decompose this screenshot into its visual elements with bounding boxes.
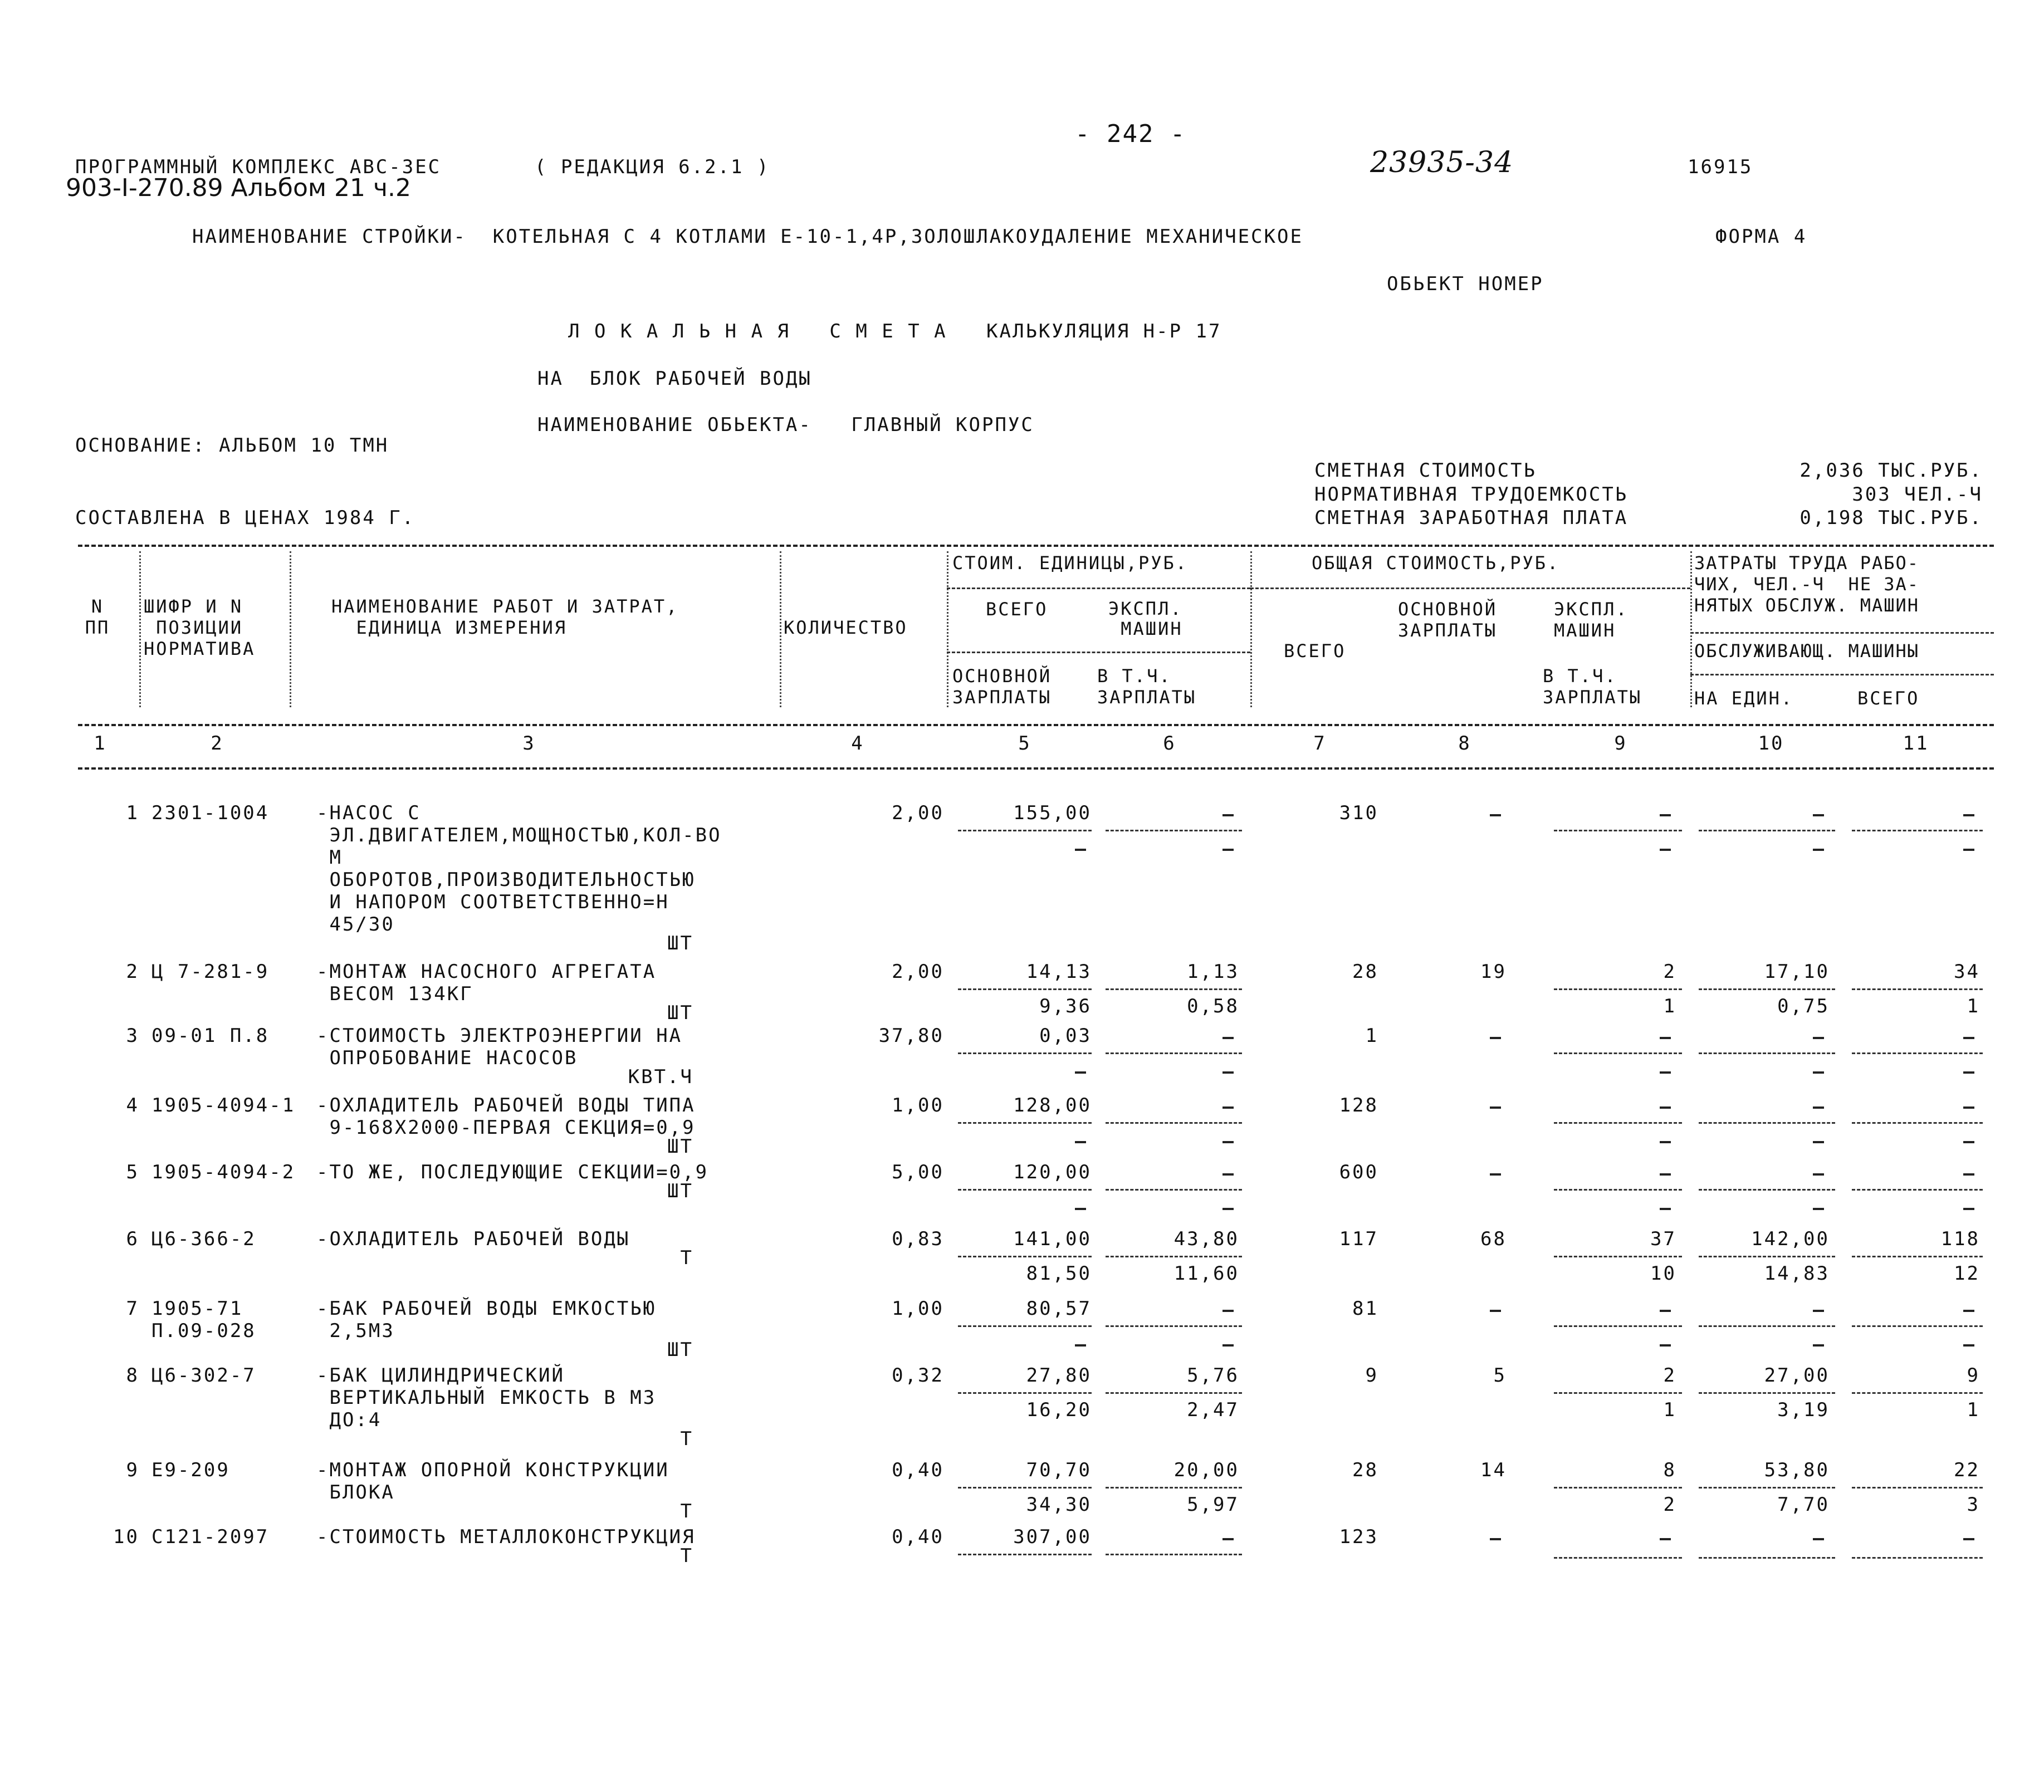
row-description: -БАК РАБОЧЕЙ ВОДЫ ЕМКОСТЬЮ 2,5М3 — [316, 1298, 657, 1342]
col-header-total-cost: ОБЩАЯ СТОИМОСТЬ,РУБ. — [1312, 552, 1560, 574]
subtotal-underline — [1699, 1392, 1835, 1394]
col-header-unit-total: ВСЕГО — [986, 599, 1048, 620]
subtotal-underline — [1699, 1052, 1835, 1054]
empty-value-dash — [1223, 1208, 1234, 1210]
empty-value-dash — [1075, 1208, 1086, 1210]
column-numbers-rule — [78, 767, 1994, 770]
subtotal-underline — [1554, 1325, 1682, 1327]
col-header-total-all: ВСЕГО — [1284, 640, 1346, 662]
summary-value: 303 ЧЕЛ.-Ч — [1852, 483, 1983, 506]
column-number: 1 — [94, 732, 107, 755]
cell-c8: 19 — [1480, 961, 1507, 983]
subtotal-underline — [1106, 1189, 1242, 1191]
column-number: 10 — [1758, 732, 1784, 755]
cell-c10b: 14,83 — [1764, 1262, 1830, 1285]
empty-value-dash — [1963, 814, 1974, 816]
subtotal-underline — [1554, 1392, 1682, 1394]
cell-c8: 14 — [1480, 1459, 1507, 1481]
subtotal-underline — [1106, 1122, 1242, 1124]
cell-qty: 1,00 — [892, 1298, 944, 1320]
cell-c11: 34 — [1954, 961, 1980, 983]
cell-c5: 27,80 — [1026, 1364, 1092, 1387]
price-basis: СОСТАВЛЕНА В ЦЕНАХ 1984 Г. — [75, 507, 415, 529]
cell-c11: 9 — [1967, 1364, 1980, 1387]
header-sub-rule — [1690, 674, 1994, 675]
cell-c6b: 0,58 — [1187, 995, 1239, 1017]
row-code: 2301-1004 — [151, 802, 270, 824]
empty-value-dash — [1813, 1037, 1824, 1039]
subtotal-underline — [1852, 1052, 1983, 1054]
row-number: 9 — [126, 1459, 139, 1481]
subtotal-underline — [1554, 1557, 1682, 1559]
row-description: -БАК ЦИЛИНДРИЧЕСКИЙ ВЕРТИКАЛЬНЫЙ ЕМКОСТЬ В М3 ДО:4 — [316, 1364, 657, 1431]
cell-qty: 2,00 — [892, 961, 944, 983]
code-number: 16915 — [1688, 156, 1753, 178]
cell-c9b: 2 — [1663, 1494, 1676, 1516]
col-header-number: N ПП — [85, 596, 110, 638]
empty-value-dash — [1660, 849, 1671, 851]
subtotal-underline — [958, 1122, 1092, 1124]
empty-value-dash — [1813, 1141, 1824, 1143]
subtotal-underline — [958, 1487, 1092, 1489]
form-label: ФОРМА 4 — [1715, 226, 1807, 248]
empty-value-dash — [1490, 1173, 1501, 1176]
col-header-labor-service: ОБСЛУЖИВАЮЩ. МАШИНЫ — [1694, 640, 1920, 662]
row-code: Е9-209 — [151, 1459, 230, 1481]
column-number: 8 — [1458, 732, 1471, 755]
subtotal-underline — [958, 1189, 1092, 1191]
empty-value-dash — [1660, 1538, 1671, 1540]
column-separator — [1690, 551, 1692, 707]
col-header-code: ШИФР И N ПОЗИЦИИ НОРМАТИВА — [144, 596, 256, 659]
subtotal-underline — [958, 830, 1092, 831]
cell-c5b: 16,20 — [1026, 1399, 1092, 1421]
subtotal-underline — [1554, 1487, 1682, 1489]
cell-c11b: 1 — [1967, 1399, 1980, 1421]
subtotal-underline — [1554, 1189, 1682, 1191]
subtotal-underline — [1106, 1052, 1242, 1054]
program-name: ПРОГРАММНЫЙ КОМПЛЕКС АВС-ЗЕС — [75, 156, 442, 178]
column-separator — [1250, 551, 1252, 707]
summary-value: 2,036 ТЫС.РУБ. — [1799, 459, 1983, 482]
cell-c9: 2 — [1663, 961, 1676, 983]
empty-value-dash — [1963, 1208, 1974, 1210]
cell-c6: 5,76 — [1187, 1364, 1239, 1387]
cell-c9: 2 — [1663, 1364, 1676, 1387]
empty-value-dash — [1963, 1538, 1974, 1540]
subtotal-underline — [958, 1052, 1092, 1054]
empty-value-dash — [1813, 849, 1824, 851]
row-code: Ц 7-281-9 — [151, 961, 270, 983]
col-header-quantity: КОЛИЧЕСТВО — [784, 617, 908, 638]
empty-value-dash — [1075, 849, 1086, 851]
empty-value-dash — [1963, 1344, 1974, 1347]
subtotal-underline — [1852, 1122, 1983, 1124]
doc-number: 23935-34 — [1370, 146, 1514, 179]
subtotal-underline — [1852, 1189, 1983, 1191]
empty-value-dash — [1963, 1141, 1974, 1143]
subtotal-underline — [1699, 830, 1835, 831]
cell-c11: 22 — [1954, 1459, 1980, 1481]
row-number: 4 — [126, 1094, 139, 1117]
row-number: 7 — [126, 1298, 139, 1320]
row-description: -МОНТАЖ НАСОСНОГО АГРЕГАТА ВЕСОМ 134КГ — [316, 961, 657, 1005]
subtotal-underline — [1106, 1392, 1242, 1394]
cell-c7: 1 — [1365, 1025, 1378, 1047]
cell-c7: 600 — [1339, 1161, 1378, 1183]
row-code: 09-01 П.8 — [151, 1025, 270, 1047]
summary-value: 0,198 ТЫС.РУБ. — [1799, 507, 1983, 529]
empty-value-dash — [1490, 1310, 1501, 1312]
col-header-unit-cost: СТОИМ. ЕДИНИЦЫ,РУБ. — [952, 552, 1189, 574]
cell-c5: 14,13 — [1026, 961, 1092, 983]
cell-qty: 0,83 — [892, 1228, 944, 1250]
row-unit: ШТ — [667, 1339, 693, 1361]
cell-qty: 37,80 — [878, 1025, 944, 1047]
row-unit: Т — [680, 1247, 693, 1269]
row-code: 1905-71 П.09-028 — [151, 1298, 256, 1342]
object-number: ОБЬЕКТ НОМЕР — [1387, 273, 1544, 295]
col-header-labor-total: ВСЕГО — [1857, 688, 1920, 709]
subtotal-underline — [1554, 1256, 1682, 1257]
column-number: 2 — [211, 732, 224, 755]
empty-value-dash — [1660, 1344, 1671, 1347]
document-title: Л О К А Л Ь Н А Я С М Е Т А КАЛЬКУЛЯЦИЯ Н-Р 17 — [568, 320, 1222, 342]
subtotal-underline — [1699, 1325, 1835, 1327]
header-top-rule — [78, 545, 1994, 547]
empty-value-dash — [1075, 1071, 1086, 1074]
column-number: 3 — [522, 732, 536, 755]
album-reference: 903-I-270.89 Альбом 21 ч.2 — [66, 174, 411, 202]
row-number: 1 — [126, 802, 139, 824]
summary-label: СМЕТНАЯ СТОИМОСТЬ — [1314, 459, 1537, 482]
column-separator — [290, 551, 291, 707]
cell-c10b: 7,70 — [1777, 1494, 1830, 1516]
column-number: 11 — [1903, 732, 1929, 755]
subtotal-underline — [958, 1392, 1092, 1394]
cell-c5: 0,03 — [1039, 1025, 1092, 1047]
empty-value-dash — [1963, 849, 1974, 851]
cell-c6b: 2,47 — [1187, 1399, 1239, 1421]
object-name: НАИМЕНОВАНИЕ ОБЬЕКТА- ГЛАВНЫЙ КОРПУС — [537, 414, 1034, 436]
col-header-name: НАИМЕНОВАНИЕ РАБОТ И ЗАТРАТ, ЕДИНИЦА ИЗМЕРЕНИЯ — [331, 596, 679, 638]
cell-qty: 2,00 — [892, 802, 944, 824]
empty-value-dash — [1223, 849, 1234, 851]
column-separator — [947, 551, 948, 707]
col-header-per-unit: НА ЕДИН. — [1694, 688, 1794, 709]
subtotal-underline — [1554, 988, 1682, 990]
cell-c9b: 1 — [1663, 995, 1676, 1017]
cell-c7: 123 — [1339, 1526, 1378, 1548]
row-unit: КВТ.Ч — [628, 1066, 693, 1088]
empty-value-dash — [1813, 1538, 1824, 1540]
estimate-subject: НА БЛОК РАБОЧЕЙ ВОДЫ — [537, 368, 812, 390]
column-number: 4 — [851, 732, 864, 755]
row-code: 1905-4094-2 — [151, 1161, 296, 1183]
subtotal-underline — [1554, 1122, 1682, 1124]
cell-qty: 1,00 — [892, 1094, 944, 1117]
header-sub-rule — [1690, 632, 1994, 634]
cell-c11b: 1 — [1967, 995, 1980, 1017]
subtotal-underline — [1106, 1256, 1242, 1257]
column-number: 9 — [1614, 732, 1627, 755]
header-sub-rule — [947, 652, 1250, 653]
row-unit: Т — [680, 1545, 693, 1567]
cell-c7: 81 — [1352, 1298, 1378, 1320]
subtotal-underline — [1554, 1052, 1682, 1054]
subtotal-underline — [1554, 830, 1682, 831]
subtotal-underline — [1699, 988, 1835, 990]
header-sub-rule — [947, 587, 1250, 589]
cell-c5: 80,57 — [1026, 1298, 1092, 1320]
row-code: Ц6-366-2 — [151, 1228, 256, 1250]
subtotal-underline — [1699, 1256, 1835, 1257]
cell-c11b: 3 — [1967, 1494, 1980, 1516]
empty-value-dash — [1223, 1344, 1234, 1347]
empty-value-dash — [1660, 1071, 1671, 1074]
empty-value-dash — [1813, 814, 1824, 816]
row-description: -ТО ЖЕ, ПОСЛЕДУЮЩИЕ СЕКЦИИ=0,9 — [316, 1161, 709, 1183]
subtotal-underline — [1106, 830, 1242, 831]
empty-value-dash — [1813, 1208, 1824, 1210]
cell-c10: 142,00 — [1751, 1228, 1830, 1250]
cell-c9: 37 — [1650, 1228, 1676, 1250]
subtotal-underline — [1699, 1189, 1835, 1191]
subtotal-underline — [1852, 1256, 1983, 1257]
empty-value-dash — [1963, 1071, 1974, 1074]
cell-c7: 128 — [1339, 1094, 1378, 1117]
row-description: -ОХЛАДИТЕЛЬ РАБОЧЕЙ ВОДЫ — [316, 1228, 630, 1250]
column-separator — [139, 551, 141, 707]
cell-qty: 0,40 — [892, 1526, 944, 1548]
subtotal-underline — [1852, 1392, 1983, 1394]
empty-value-dash — [1490, 1538, 1501, 1540]
cell-c5: 128,00 — [1013, 1094, 1092, 1117]
cell-c5: 120,00 — [1013, 1161, 1092, 1183]
cell-c9b: 10 — [1650, 1262, 1676, 1285]
cell-c9: 8 — [1663, 1459, 1676, 1481]
col-header-unit-machine: ЭКСПЛ. МАШИН — [1108, 598, 1183, 639]
row-description: -СТОИМОСТЬ МЕТАЛЛОКОНСТРУКЦИЯ — [316, 1526, 696, 1548]
row-description: -МОНТАЖ ОПОРНОЙ КОНСТРУКЦИИ БЛОКА — [316, 1459, 669, 1504]
row-number: 8 — [126, 1364, 139, 1387]
empty-value-dash — [1660, 1141, 1671, 1143]
construction-name: НАИМЕНОВАНИЕ СТРОЙКИ- КОТЕЛЬНАЯ С 4 КОТЛАМИ Е-10-1,4Р,ЗОЛОШЛАКОУДАЛЕНИЕ МЕХАНИЧЕСКОЕ — [192, 226, 1303, 248]
cell-c5b: 34,30 — [1026, 1494, 1092, 1516]
cell-c7: 9 — [1365, 1364, 1378, 1387]
empty-value-dash — [1813, 1071, 1824, 1074]
cell-c6: 20,00 — [1173, 1459, 1239, 1481]
cell-c5: 141,00 — [1013, 1228, 1092, 1250]
row-unit: ШТ — [667, 1135, 693, 1158]
subtotal-underline — [958, 1256, 1092, 1257]
subtotal-underline — [1852, 988, 1983, 990]
cell-c10: 27,00 — [1764, 1364, 1830, 1387]
subtotal-underline — [1106, 1554, 1242, 1555]
subtotal-underline — [1852, 1325, 1983, 1327]
page-number: - 242 - — [1075, 120, 1186, 148]
column-number: 6 — [1163, 732, 1176, 755]
column-separator — [780, 551, 781, 707]
subtotal-underline — [958, 1325, 1092, 1327]
cell-c8: 5 — [1493, 1364, 1507, 1387]
subtotal-underline — [1852, 1487, 1983, 1489]
row-number: 2 — [126, 961, 139, 983]
row-description: -ОХЛАДИТЕЛЬ РАБОЧЕЙ ВОДЫ ТИПА 9-168Х2000-ПЕРВАЯ СЕКЦИЯ=0,9 — [316, 1094, 696, 1139]
empty-value-dash — [1963, 1037, 1974, 1039]
row-number: 5 — [126, 1161, 139, 1183]
cell-c6b: 11,60 — [1173, 1262, 1239, 1285]
empty-value-dash — [1075, 1141, 1086, 1143]
row-number: 6 — [126, 1228, 139, 1250]
cell-c7: 28 — [1352, 1459, 1378, 1481]
row-unit: ШТ — [667, 1180, 693, 1202]
empty-value-dash — [1660, 1173, 1671, 1176]
empty-value-dash — [1963, 1310, 1974, 1312]
cell-c7: 117 — [1339, 1228, 1378, 1250]
header-sub-rule — [1250, 587, 1690, 589]
row-description: -СТОИМОСТЬ ЭЛЕКТРОЭНЕРГИИ НА ОПРОБОВАНИЕ НАСОСОВ — [316, 1025, 683, 1069]
subtotal-underline — [1106, 1325, 1242, 1327]
empty-value-dash — [1660, 1208, 1671, 1210]
row-code: Ц6-302-7 — [151, 1364, 256, 1387]
cell-c5: 155,00 — [1013, 802, 1092, 824]
subtotal-underline — [1699, 1122, 1835, 1124]
row-unit: Т — [680, 1428, 693, 1450]
column-number: 5 — [1018, 732, 1031, 755]
col-header-total-wage: ОСНОВНОЙ ЗАРПЛАТЫ — [1398, 599, 1498, 641]
empty-value-dash — [1660, 1106, 1671, 1109]
cell-c9b: 1 — [1663, 1399, 1676, 1421]
cell-c5: 70,70 — [1026, 1459, 1092, 1481]
empty-value-dash — [1490, 1106, 1501, 1109]
cell-c8: 68 — [1480, 1228, 1507, 1250]
cell-c10: 53,80 — [1764, 1459, 1830, 1481]
row-unit: ШТ — [667, 1002, 693, 1024]
subtotal-underline — [1852, 1557, 1983, 1559]
empty-value-dash — [1075, 1344, 1086, 1347]
cell-c5b: 81,50 — [1026, 1262, 1092, 1285]
summary-label: НОРМАТИВНАЯ ТРУДОЕМКОСТЬ — [1314, 483, 1629, 506]
empty-value-dash — [1490, 1037, 1501, 1039]
empty-value-dash — [1490, 814, 1501, 816]
subtotal-underline — [1699, 1487, 1835, 1489]
col-header-unit-wage: ОСНОВНОЙ ЗАРПЛАТЫ — [952, 665, 1052, 708]
summary-label: СМЕТНАЯ ЗАРАБОТНАЯ ПЛАТА — [1314, 507, 1629, 529]
col-header-labor: ЗАТРАТЫ ТРУДА РАБО- ЧИХ, ЧЕЛ.-Ч НЕ ЗА- НЯТЫХ ОБСЛУЖ. МАШИН — [1694, 552, 1920, 616]
empty-value-dash — [1963, 1173, 1974, 1176]
cell-c7: 310 — [1339, 802, 1378, 824]
row-number: 10 — [113, 1526, 139, 1548]
cell-c6: 43,80 — [1173, 1228, 1239, 1250]
header-bottom-rule — [78, 724, 1994, 726]
column-number: 7 — [1313, 732, 1327, 755]
row-number: 3 — [126, 1025, 139, 1047]
cell-c10b: 0,75 — [1777, 995, 1830, 1017]
cell-c10b: 3,19 — [1777, 1399, 1830, 1421]
empty-value-dash — [1223, 1141, 1234, 1143]
cell-qty: 5,00 — [892, 1161, 944, 1183]
col-header-total-machine: ЭКСПЛ. МАШИН — [1554, 599, 1629, 641]
cell-c6b: 5,97 — [1187, 1494, 1239, 1516]
empty-value-dash — [1813, 1310, 1824, 1312]
cell-c7: 28 — [1352, 961, 1378, 983]
edition: ( РЕДАКЦИЯ 6.2.1 ) — [535, 156, 770, 178]
empty-value-dash — [1813, 1344, 1824, 1347]
cell-qty: 0,40 — [892, 1459, 944, 1481]
empty-value-dash — [1813, 1106, 1824, 1109]
subtotal-underline — [1106, 1487, 1242, 1489]
basis: ОСНОВАНИЕ: АЛЬБОМ 10 ТМН — [75, 434, 389, 457]
row-unit: Т — [680, 1500, 693, 1522]
col-header-unit-incl: В Т.Ч. ЗАРПЛАТЫ — [1097, 665, 1197, 708]
empty-value-dash — [1660, 1310, 1671, 1312]
subtotal-underline — [1106, 988, 1242, 990]
cell-c5: 307,00 — [1013, 1526, 1092, 1548]
cell-c11b: 12 — [1954, 1262, 1980, 1285]
row-code: С121-2097 — [151, 1526, 270, 1548]
row-description: -НАСОС С ЭЛ.ДВИГАТЕЛЕМ,МОЩНОСТЬЮ,КОЛ-ВО М ОБОРОТОВ,ПРОИЗВОДИТЕЛЬНОСТЬЮ И НАПОРОМ СООТВЕТСТВЕННО=Н 45/30 — [316, 802, 722, 936]
cell-qty: 0,32 — [892, 1364, 944, 1387]
empty-value-dash — [1660, 814, 1671, 816]
empty-value-dash — [1223, 1071, 1234, 1074]
subtotal-underline — [1699, 1557, 1835, 1559]
cell-c5b: 9,36 — [1039, 995, 1092, 1017]
col-header-total-incl: В Т.Ч. ЗАРПЛАТЫ — [1543, 665, 1642, 708]
subtotal-underline — [1852, 830, 1983, 831]
cell-c11: 118 — [1940, 1228, 1980, 1250]
empty-value-dash — [1963, 1106, 1974, 1109]
row-unit: ШТ — [667, 932, 693, 954]
subtotal-underline — [958, 988, 1092, 990]
empty-value-dash — [1813, 1173, 1824, 1176]
subtotal-underline — [958, 1554, 1092, 1555]
empty-value-dash — [1660, 1037, 1671, 1039]
cell-c10: 17,10 — [1764, 961, 1830, 983]
cell-c6: 1,13 — [1187, 961, 1239, 983]
row-code: 1905-4094-1 — [151, 1094, 296, 1117]
